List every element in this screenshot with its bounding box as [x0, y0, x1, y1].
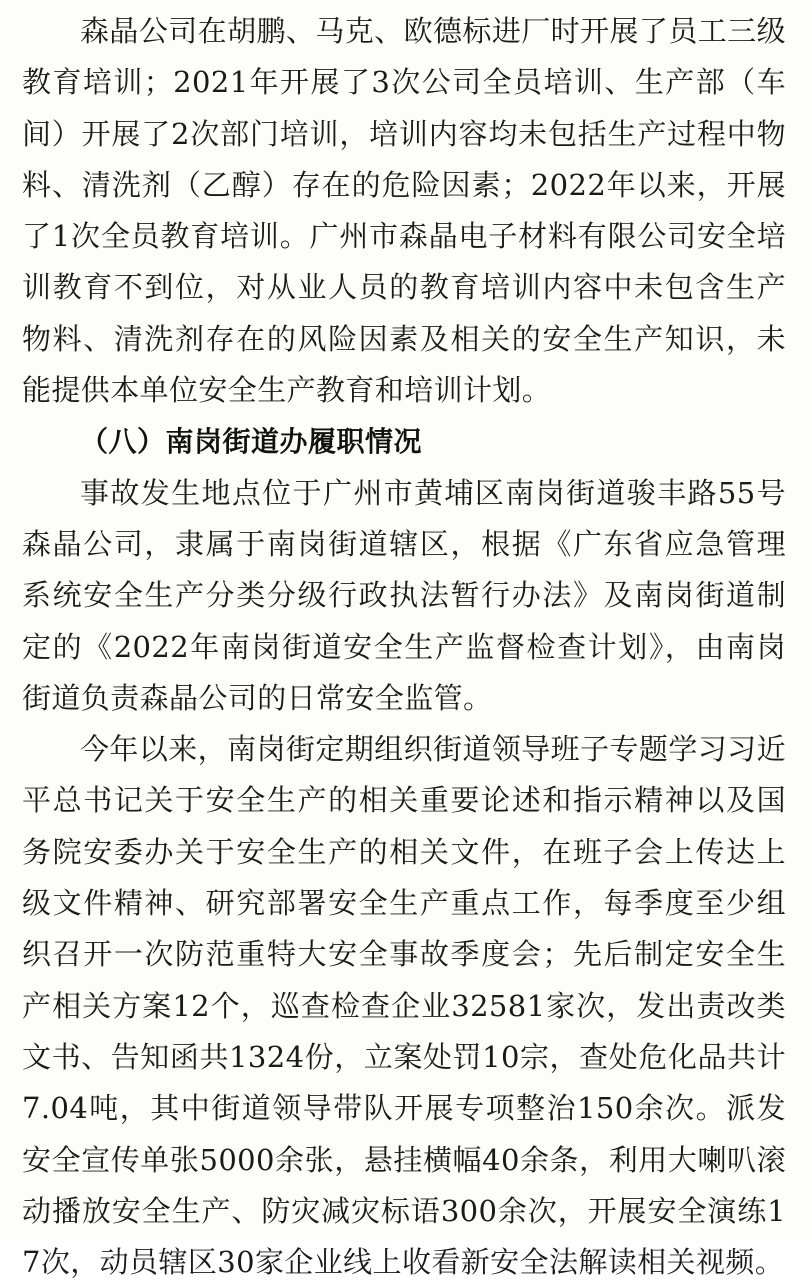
- paragraph-street-work: 今年以来，南岗街定期组织街道领导班子专题学习习近平总书记关于安全生产的相关重要论述和指示精神以及国务院安委办关于安全生产的相关文件，在班子会上传达上级文件精神、研究部署安全生产重点工作，每季度至少组织召开一次防范重特大安全事故季度会；先后制定安全生产相关方案12个，巡查检查企业32581家次，发出责改类文书、告知函共1324份，立案处罚10宗，查处危化品共计7.04吨，其中街道领导带队开展专项整治150余次。派发安全宣传单张5000余张，悬挂横幅40余条，利用大喇叭滚动播放安全生产、防灾减灾标语300余次，开展安全演练17次，动员辖区30家企业线上收看新安全法解读相关视频。: [22, 732, 786, 1280]
- paragraph-training: 森晶公司在胡鹏、马克、欧德标进厂时开展了员工三级教育培训；2021年开展了3次公司全员培训、生产部（车间）开展了2次部门培训，培训内容均未包括生产过程中物料、清洗剂（乙醇）存在的危险因素；2022年以来，开展了1次全员教育培训。广州市森晶电子材料有限公司安全培训教育不到位，对从业人员的教育培训内容中未包含生产物料、清洗剂存在的风险因素及相关的安全生产知识，未能提供本单位安全生产教育和培训计划。: [22, 14, 786, 408]
- paragraph-accident-location: 事故发生地点位于广州市黄埔区南岗街道骏丰路55号森晶公司，隶属于南岗街道辖区，根据《广东省应急管理系统安全生产分类分级行政执法暂行办法》及南岗街道制定的《2022年南岗街道安全生产监督检查计划》，由南岗街道负责森晶公司的日常安全监管。: [22, 475, 786, 715]
- section-heading: （八）南岗街道办履职情况: [80, 425, 423, 459]
